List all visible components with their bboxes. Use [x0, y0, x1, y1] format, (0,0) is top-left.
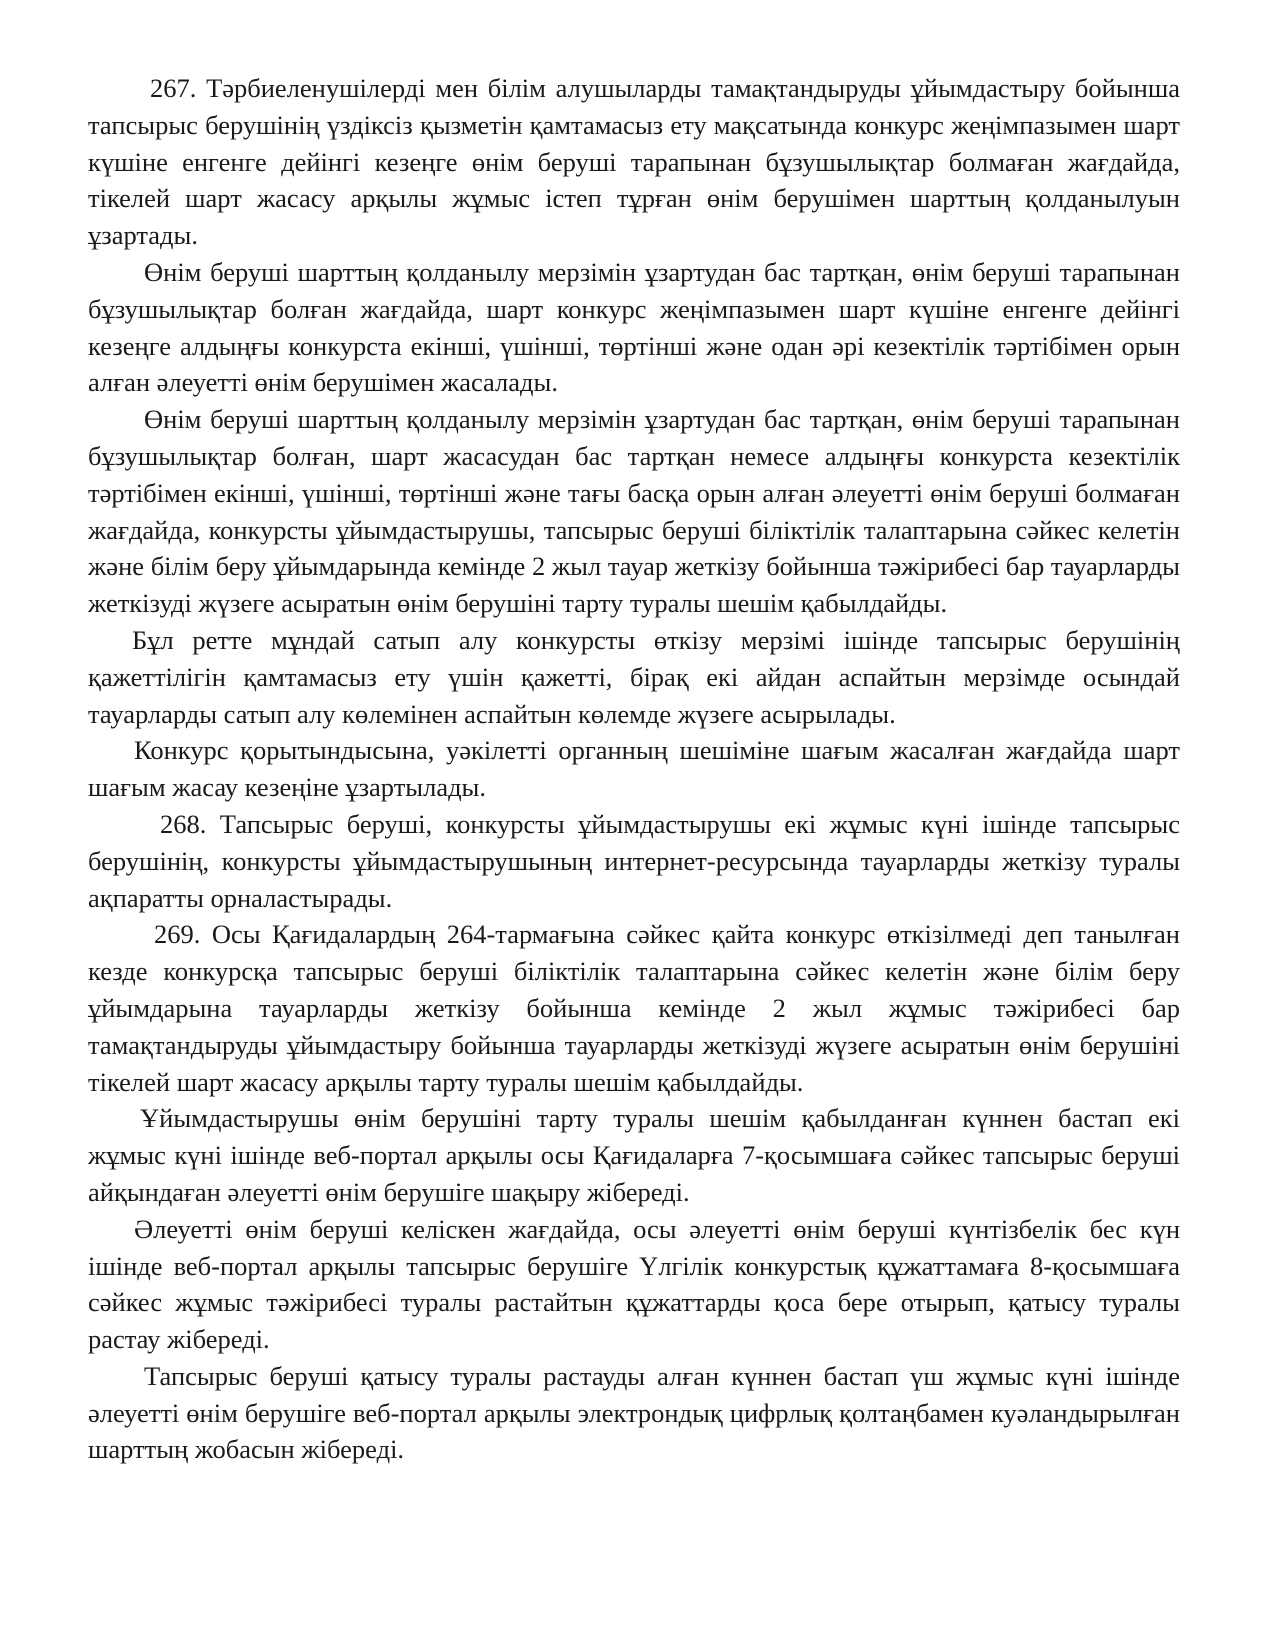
paragraph-269-invitation: Ұйымдастырушы өнім берушіні тарту туралы шешім қабылданған күннен бастап екі жұмыс күні ішінде веб-портал арқылы осы Қағидаларға 7-қосымшаға сәйкес тапсырыс беруші айқындаған әлеуетті өнім берушіге шақыру жібереді. [88, 1103, 1180, 1207]
paragraph-267-refusal: Өнім беруші шарттың қолданылу мерзімін ұзартудан бас тартқан, өнім беруші тарапынан бұзушылықтар болған жағдайда, шарт конкурс жеңімпазымен шарт күшіне енгенге дейінгі кезеңге алдыңғы конкурста екінші, үшінші, төртінші және одан әрі кезектілік тәртібімен орын алған әлеуетті өнім берушімен жасалады. [88, 256, 1180, 398]
paragraph-269-confirmation: Әлеуетті өнім беруші келіскен жағдайда, осы әлеуетті өнім беруші күнтізбелік бес күн ішінде веб-портал арқылы тапсырыс берушіге Үлгілік конкурстық құжаттамаға 8-қосымшаға сәйкес жұмыс тәжірибесі туралы растайтын құжаттарды қоса бере отырып, қатысу туралы растау жібереді. [88, 1213, 1180, 1355]
paragraph-267: 267. Тәрбиеленушілерді мен білім алушыларды тамақтандыруды ұйымдастыру бойынша тапсырыс берушінің үздіксіз қызметін қамтамасыз ету мақсатында конкурс жеңімпазымен шарт күшіне енгенге дейінгі кезеңге өнім беруші тарапынан бұзушылықтар болмаған жағдайда, тікелей шарт жасасу арқылы жұмыс істеп тұрған өнім берушімен шарттың қолданылуын ұзартады. [88, 73, 1180, 251]
paragraph-267-no-supplier: Өнім беруші шарттың қолданылу мерзімін ұзартудан бас тартқан, өнім беруші тарапынан бұзушылықтар болған, шарт жасасудан бас тартқан немесе алдыңғы конкурста кезектілік тәртібімен екінші, үшінші, төртінші және тағы басқа орын алған әлеуетті өнім беруші болмаған жағдайда, конкурсты ұйымдастырушы, тапсырыс беруші біліктілік талаптарына сәйкес келетін және білім беру ұйымдарында кемінде 2 жыл тауар жеткізу бойынша тәжірибесі бар тауарларды жеткізуді жүзеге асыратын өнім берушіні тарту туралы шешім қабылдайды. [88, 404, 1180, 619]
paragraph-269: 269. Осы Қағидалардың 264-тармағына сәйкес қайта конкурс өткізілмеді деп танылған кезде конкурсқа тапсырыс беруші біліктілік талаптарына сәйкес келетін және білім беру ұйымдарына тауарларды жеткізу бойынша кемінде 2 жыл жұмыс тәжірибесі бар тамақтандыруды ұйымдастыру бойынша тауарларды жеткізуді жүзеге асыратын өнім берушіні тікелей шарт жасасу арқылы тарту туралы шешім қабылдайды. [88, 919, 1180, 1097]
paragraph-267-appeal: Конкурс қорытындысына, уәкілетті органның шешіміне шағым жасалған жағдайда шарт шағым жасау кезеңіне ұзартылады. [88, 735, 1180, 803]
document-page [88, 70, 1180, 1468]
paragraph-268: 268. Тапсырыс беруші, конкурсты ұйымдастырушы екі жұмыс күні ішінде тапсырыс берушінің, конкурсты ұйымдастырушының интернет-ресурсында тауарларды жеткізу туралы ақпаратты орналастырады. [88, 808, 1180, 913]
paragraph-267-volume: Бұл ретте мұндай сатып алу конкурсты өткізу мерзімі ішінде тапсырыс берушінің қажеттілігін қамтамасыз ету үшін қажетті, бірақ екі айдан аспайтын мерзімде осындай тауарларды сатып алу көлемінен аспайтын көлемде жүзеге асырылады. [88, 624, 1180, 729]
paragraph-269-contract-draft: Тапсырыс беруші қатысу туралы растауды алған күннен бастап үш жұмыс күні ішінде әлеуетті өнім берушіге веб-портал арқылы электрондық цифрлық қолтаңбамен куәландырылған шарттың жобасын жібереді. [88, 1360, 1180, 1465]
